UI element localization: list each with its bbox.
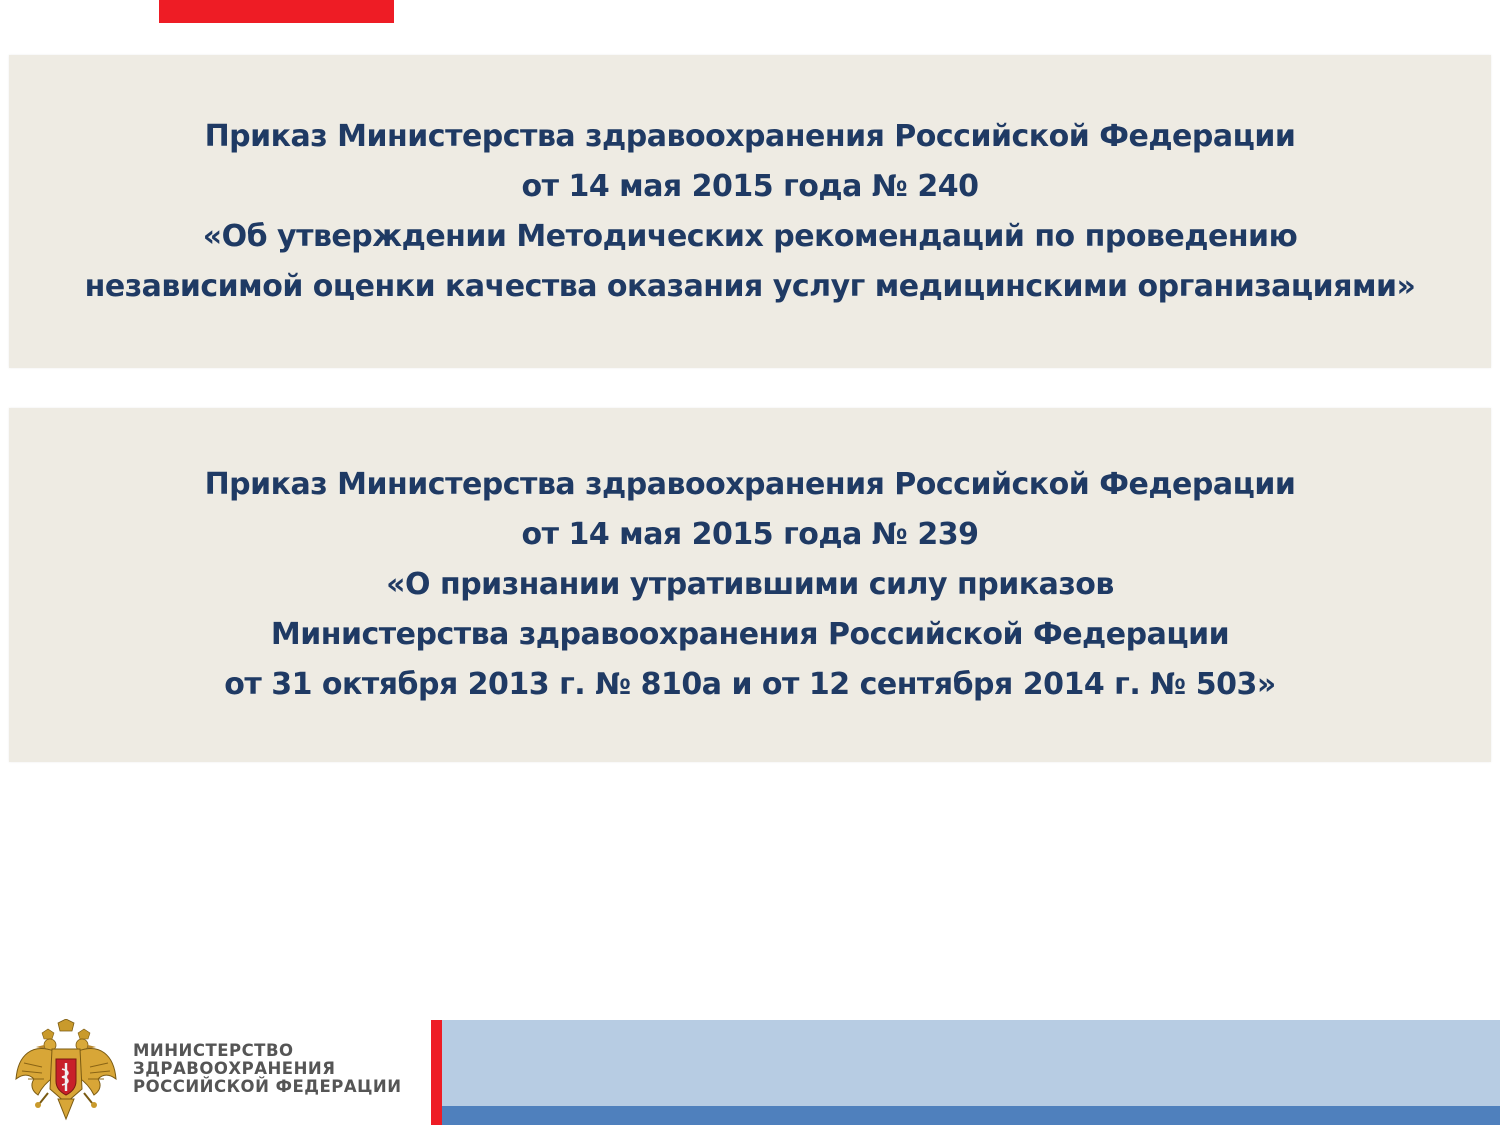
order-239-title: Приказ Министерства здравоохранения Российской Федерации: [204, 467, 1296, 502]
top-red-accent-bar: [159, 0, 394, 23]
order-239-subject-line-1: «О признании утратившими силу приказов: [386, 567, 1114, 602]
order-239-box: [9, 408, 1491, 762]
ministry-name: [133, 1042, 402, 1096]
ministry-logo: [0, 1015, 430, 1125]
order-240-title: Приказ Министерства здравоохранения Российской Федерации: [204, 118, 1296, 154]
order-240-box: [9, 55, 1491, 368]
order-239-subject-line-3: от 31 октября 2013 г. № 810а и от 12 сентября 2014 г. № 503»: [224, 667, 1276, 702]
order-239-date-number: от 14 мая 2015 года № 239: [521, 517, 979, 552]
order-239-subject-line-2: Министерства здравоохранения Российской Федерации: [270, 617, 1230, 652]
ministry-name-line-1: МИНИСТЕРСТВО: [133, 1041, 294, 1060]
footer-light-blue-band: [442, 1020, 1500, 1106]
ministry-name-line-3: РОССИЙСКОЙ ФЕДЕРАЦИИ: [133, 1077, 402, 1096]
double-headed-eagle-emblem-icon: [12, 1019, 120, 1123]
footer-red-divider: [431, 1020, 442, 1125]
order-240-date-number: от 14 мая 2015 года № 240: [521, 168, 979, 204]
order-240-subject-line-2: независимой оценки качества оказания услуг медицинскими организациями»: [84, 268, 1416, 304]
footer-dark-blue-band: [442, 1106, 1500, 1125]
ministry-name-line-2: ЗДРАВООХРАНЕНИЯ: [133, 1059, 336, 1078]
order-240-subject-line-1: «Об утверждении Методических рекомендаций по проведению: [202, 218, 1298, 254]
